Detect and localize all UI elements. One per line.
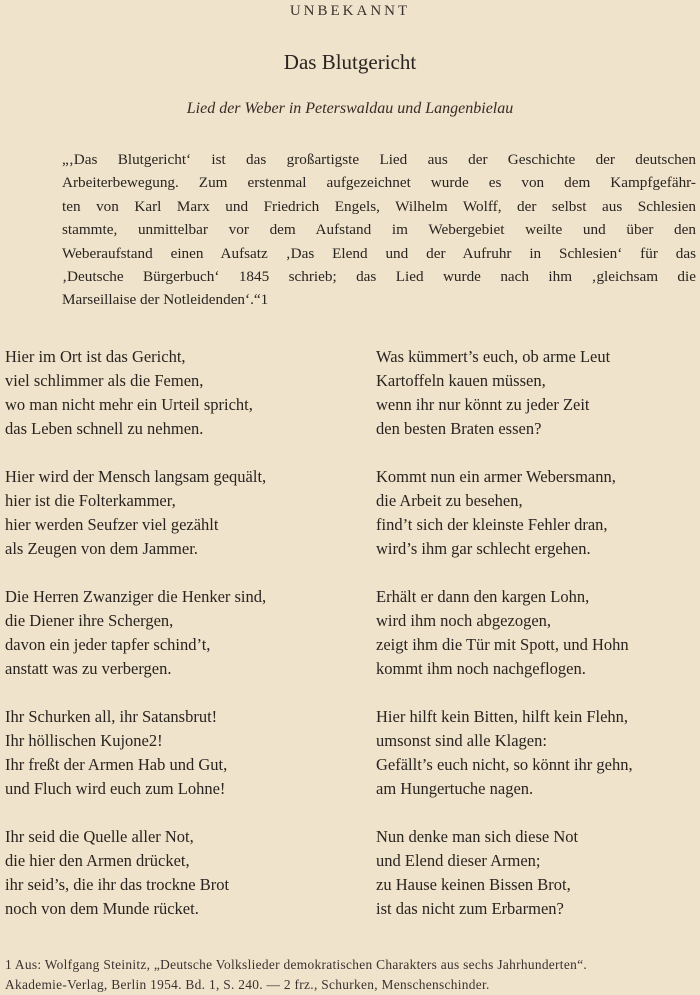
stanza <box>376 585 696 681</box>
verse-line: als Zeugen von dem Jammer. <box>5 539 198 558</box>
verse-line: Ihr höllischen Kujone2! <box>5 731 163 750</box>
verse-line: wird’s ihm gar schlecht ergehen. <box>376 539 591 558</box>
verse-line: Gefällt’s euch nicht, so könnt ihr gehn, <box>376 755 633 774</box>
verse-line: die Arbeit zu besehen, <box>376 491 523 510</box>
intro-line: „‚Das Blutgericht‘ ist das großartigste Lied aus der Geschichte der deutschen <box>62 151 696 168</box>
verse-line: Ihr Schurken all, ihr Satansbrut! <box>5 707 218 726</box>
verse-line: Ihr seid die Quelle aller Not, <box>5 827 194 846</box>
verse-line: zeigt ihm die Tür mit Spott, und Hohn <box>376 635 629 654</box>
verse-line: davon ein jeder tapfer schind’t, <box>5 635 211 654</box>
intro-line: stammte, unmittelbar vor dem Aufstand im Webergebiet weilte und über den <box>62 221 696 239</box>
running-head: UNBEKANNT <box>289 3 411 19</box>
stanza <box>376 345 696 441</box>
verse-line: Erhält er dann den kargen Lohn, <box>376 587 590 606</box>
verse-line: und Fluch wird euch zum Lohne! <box>5 779 226 798</box>
stanza <box>376 465 696 561</box>
verse-line: Ihr freßt der Armen Hab und Gut, <box>5 755 228 774</box>
stanza <box>5 585 350 681</box>
verse-line: Die Herren Zwanziger die Henker sind, <box>5 587 267 606</box>
intro-line: ‚Deutsche Bürgerbuch‘ 1845 schrieb; das Lied wurde nach ihm ‚gleichsam die <box>62 268 696 286</box>
stanza <box>5 465 350 561</box>
stanza <box>376 825 696 921</box>
stanza <box>376 705 696 801</box>
stanza <box>5 705 350 801</box>
verse-line: ihr seid’s, die ihr das trockne Brot <box>5 875 230 894</box>
verse-line: anstatt was zu verbergen. <box>5 659 172 678</box>
verse-line: viel schlimmer als die Femen, <box>5 371 204 390</box>
verse-line: Kartoffeln kauen müssen, <box>376 371 546 390</box>
intro-line: Arbeiterbewegung. Zum erstenmal aufgezeichnet wurde es von dem Kampfgefähr- <box>62 174 696 192</box>
intro-line: Weberaufstand einen Aufsatz ‚Das Elend und der Aufruhr in Schlesien‘ für das <box>62 244 696 262</box>
verse-line: zu Hause keinen Bissen Brot, <box>376 875 571 894</box>
verse-line: hier werden Seufzer viel gezählt <box>5 515 219 534</box>
verse-line: und Elend dieser Armen; <box>376 851 541 870</box>
poem-column-left <box>5 345 350 945</box>
verse-line: die hier den Armen drücket, <box>5 851 190 870</box>
poem-subtitle: Lied der Weber in Peterswaldau und Langenbielau <box>186 100 514 117</box>
verse-line: das Leben schnell zu nehmen. <box>5 419 204 438</box>
poem-column-right <box>376 345 696 945</box>
verse-line: wenn ihr nur könnt zu jeder Zeit <box>376 395 590 414</box>
verse-line: umsonst sind alle Klagen: <box>376 731 547 750</box>
verse-line: Kommt nun ein armer Webersmann, <box>376 467 616 486</box>
verse-line: wo man nicht mehr ein Urteil spricht, <box>5 395 253 414</box>
intro-paragraph <box>62 148 696 312</box>
stanza <box>5 825 350 921</box>
verse-line: noch von dem Munde rücket. <box>5 899 199 918</box>
footnote <box>5 955 695 995</box>
verse-line: hier ist die Folterkammer, <box>5 491 176 510</box>
verse-line: ist das nicht zum Erbarmen? <box>376 899 564 918</box>
verse-line: Hier wird der Mensch langsam gequält, <box>5 467 267 486</box>
verse-line: wird ihm noch abgezogen, <box>376 611 552 630</box>
footnote-line: 1 Aus: Wolfgang Steinitz, „Deutsche Volkslieder demokratischen Charakters aus sechs Jahrhunderten“. <box>5 957 587 972</box>
footnote-line: Akademie-Verlag, Berlin 1954. Bd. 1, S. 240. — 2 frz., Schurken, Menschenschinder. <box>5 977 490 992</box>
verse-line: am Hungertuche nagen. <box>376 779 534 798</box>
stanza <box>5 345 350 441</box>
verse-line: Hier im Ort ist das Gericht, <box>5 347 186 366</box>
intro-line: Marseillaise der Notleidenden‘.“1 <box>62 291 269 309</box>
verse-line: Was kümmert’s euch, ob arme Leut <box>376 347 611 366</box>
poem-title: Das Blutgericht <box>283 50 417 74</box>
verse-line: den besten Braten essen? <box>376 419 542 438</box>
verse-line: kommt ihm noch nachgeflogen. <box>376 659 586 678</box>
verse-line: Nun denke man sich diese Not <box>376 827 579 846</box>
verse-line: Hier hilft kein Bitten, hilft kein Flehn, <box>376 707 629 726</box>
intro-line: ten von Karl Marx und Friedrich Engels, Wilhelm Wolff, der selbst aus Schlesien <box>62 197 696 215</box>
verse-line: die Diener ihre Schergen, <box>5 611 174 630</box>
verse-line: find’t sich der kleinste Fehler dran, <box>376 515 608 534</box>
